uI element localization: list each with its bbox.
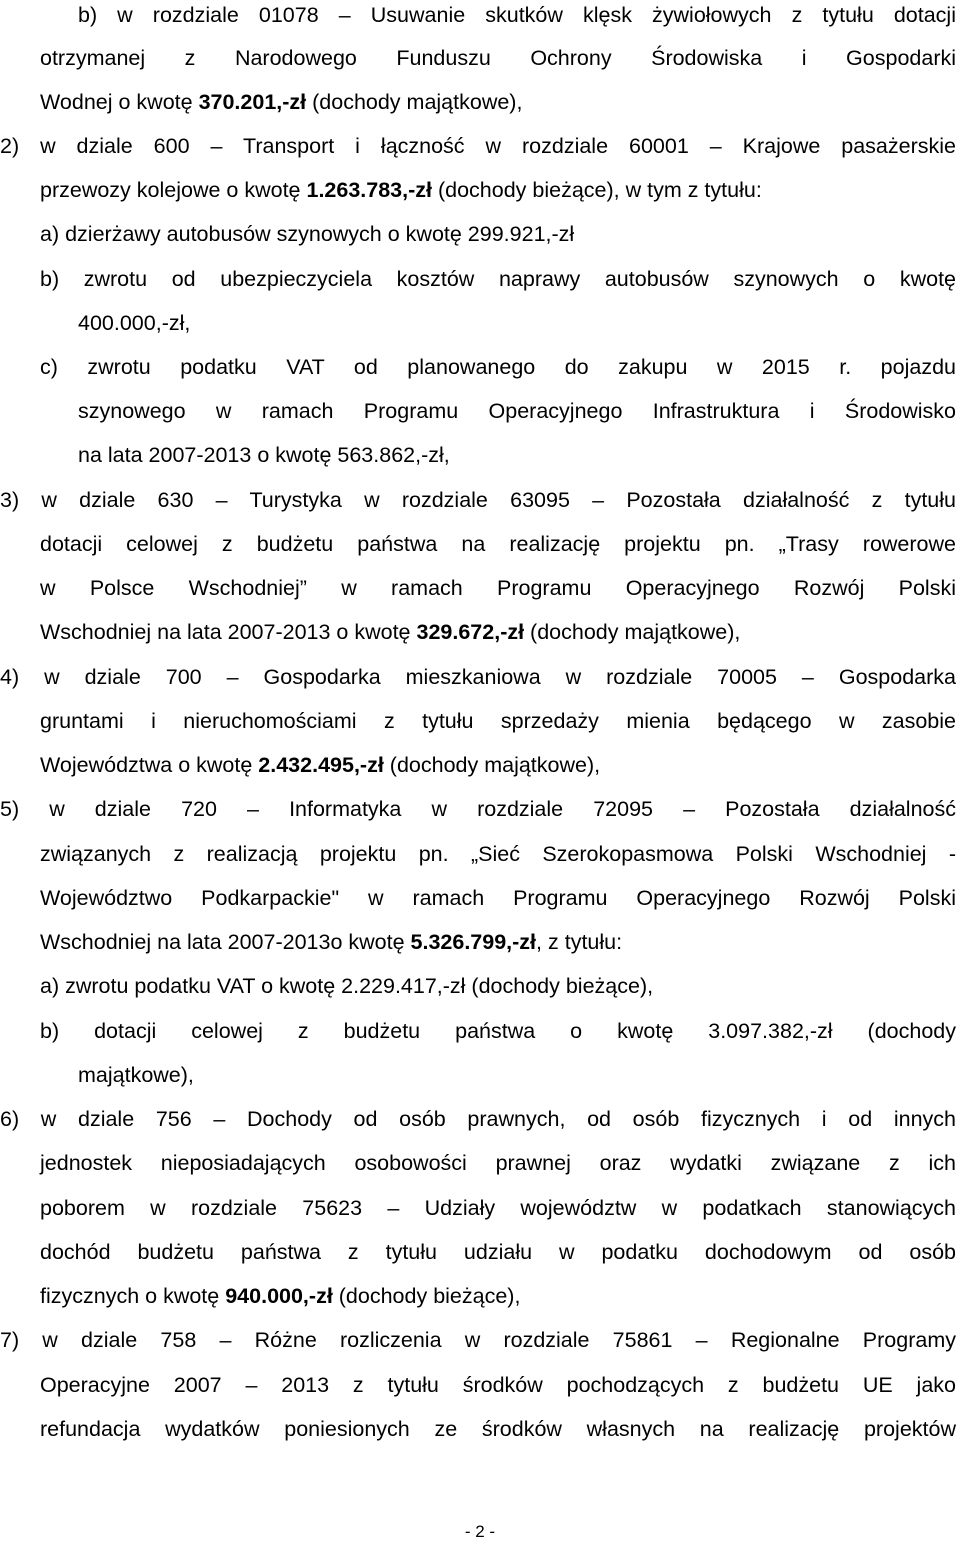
text-segment: (dochody bieżące),: [332, 1284, 521, 1308]
text-segment: b) zwrotu od ubezpieczyciela kosztów naprawy autobusów szynowych o kwotę: [40, 267, 956, 291]
text-line: [0, 1237, 960, 1267]
text-segment: 3) w dziale 630 – Turystyka w rozdziale 63095 – Pozostała działalność z tytułu: [0, 488, 956, 512]
text-line: [0, 352, 960, 382]
page-number: - 2 -: [464, 1522, 496, 1541]
text-line: [0, 1148, 960, 1178]
text-segment: jednostek nieposiadających osobowości prawnej oraz wydatki związane z ich: [40, 1151, 956, 1175]
text-segment: (dochody majątkowe),: [383, 753, 601, 777]
text-segment: dotacji celowej z budżetu państwa na realizację projektu pn. „Trasy rowerowe: [40, 532, 956, 556]
text-line: [0, 0, 960, 30]
text-line: [0, 1060, 960, 1090]
text-segment: otrzymanej z Narodowego Funduszu Ochrony Środowiska i Gospodarki: [40, 46, 956, 70]
text-segment: c) zwrotu podatku VAT od planowanego do zakupu w 2015 r. pojazdu: [40, 355, 956, 379]
amount-bold: 370.201,-zł: [198, 90, 307, 114]
text-segment: 4) w dziale 700 – Gospodarka mieszkaniowa w rozdziale 70005 – Gospodarka: [0, 665, 956, 689]
text-segment: dochód budżetu państwa z tytułu udziału w podatku dochodowym od osób: [40, 1240, 956, 1264]
text-segment: refundacja wydatków poniesionych ze środków własnych na realizację projektów: [40, 1417, 956, 1441]
text-segment: majątkowe),: [78, 1063, 194, 1087]
text-line: [0, 573, 960, 603]
text-segment: b) w rozdziale 01078 – Usuwanie skutków klęsk żywiołowych z tytułu dotacji: [78, 3, 956, 27]
text-segment: Wodnej o kwotę: [40, 90, 199, 114]
text-line: [0, 43, 960, 73]
text-line: [0, 1370, 960, 1400]
amount-bold: 940.000,-zł: [225, 1284, 333, 1308]
text-line: [0, 396, 960, 426]
text-line: [0, 617, 960, 647]
text-segment: przewozy kolejowe o kwotę: [40, 178, 307, 202]
text-line: [0, 662, 960, 692]
text-line: [0, 1281, 960, 1311]
text-line: [0, 971, 960, 1001]
text-segment: 2) w dziale 600 – Transport i łączność w rozdziale 60001 – Krajowe pasażerskie: [0, 134, 956, 158]
text-segment: a) dzierżawy autobusów szynowych o kwotę 299.921,-zł: [40, 222, 575, 246]
text-segment: 5) w dziale 720 – Informatyka w rozdziale 72095 – Pozostała działalność: [0, 797, 956, 821]
text-segment: Wschodniej na lata 2007-2013o kwotę: [40, 930, 411, 954]
text-segment: związanych z realizacją projektu pn. „Sieć Szerokopasmowa Polski Wschodniej -: [40, 842, 956, 866]
text-segment: szynowego w ramach Programu Operacyjnego Infrastruktura i Środowisko: [78, 399, 956, 423]
text-segment: Operacyjne 2007 – 2013 z tytułu środków pochodzących z budżetu UE jako: [40, 1373, 956, 1397]
text-line: [0, 706, 960, 736]
text-segment: w Polsce Wschodniej” w ramach Programu Operacyjnego Rozwój Polski: [40, 576, 956, 600]
text-segment: , z tytułu:: [536, 930, 623, 954]
text-line: [0, 1414, 960, 1444]
text-line: [0, 839, 960, 869]
amount-bold: 329.672,-zł: [416, 620, 525, 644]
text-segment: Województwo Podkarpackie" w ramach Programu Operacyjnego Rozwój Polski: [40, 886, 956, 910]
text-line: [0, 308, 960, 338]
text-segment: b) dotacji celowej z budżetu państwa o kwotę 3.097.382,-zł (dochody: [40, 1019, 956, 1043]
amount-bold: 2.432.495,-zł: [258, 753, 384, 777]
text-segment: (dochody majątkowe),: [306, 90, 523, 114]
text-segment: (dochody majątkowe),: [524, 620, 741, 644]
text-line: [0, 485, 960, 515]
text-segment: na lata 2007-2013 o kwotę 563.862,-zł,: [78, 443, 450, 467]
text-line: [0, 440, 960, 470]
text-line: [0, 927, 960, 957]
amount-bold: 5.326.799,-zł: [410, 930, 537, 954]
text-line: [0, 1016, 960, 1046]
text-segment: 400.000,-zł,: [78, 311, 191, 335]
text-segment: (dochody bieżące), w tym z tytułu:: [432, 178, 762, 202]
amount-bold: 1.263.783,-zł: [306, 178, 432, 202]
text-line: [0, 1325, 960, 1355]
text-segment: 7) w dziale 758 – Różne rozliczenia w rozdziale 75861 – Regionalne Programy: [0, 1328, 956, 1352]
text-segment: a) zwrotu podatku VAT o kwotę 2.229.417,-zł (dochody bieżące),: [40, 974, 654, 998]
text-segment: poborem w rozdziale 75623 – Udziały województw w podatkach stanowiących: [40, 1196, 956, 1220]
text-segment: 6) w dziale 756 – Dochody od osób prawnych, od osób fizycznych i od innych: [0, 1107, 956, 1131]
text-segment: Województwa o kwotę: [40, 753, 259, 777]
text-segment: fizycznych o kwotę: [40, 1284, 226, 1308]
text-line: [0, 264, 960, 294]
text-line: [0, 750, 960, 780]
text-line: [0, 1193, 960, 1223]
text-line: [0, 883, 960, 913]
text-line: [0, 219, 960, 249]
text-segment: gruntami i nieruchomościami z tytułu sprzedaży mienia będącego w zasobie: [40, 709, 956, 733]
text-line: [0, 87, 960, 117]
text-line: [0, 131, 960, 161]
text-line: [0, 1104, 960, 1134]
text-line: [0, 794, 960, 824]
text-line: [0, 529, 960, 559]
text-line: [0, 175, 960, 205]
text-segment: Wschodniej na lata 2007-2013 o kwotę: [40, 620, 417, 644]
